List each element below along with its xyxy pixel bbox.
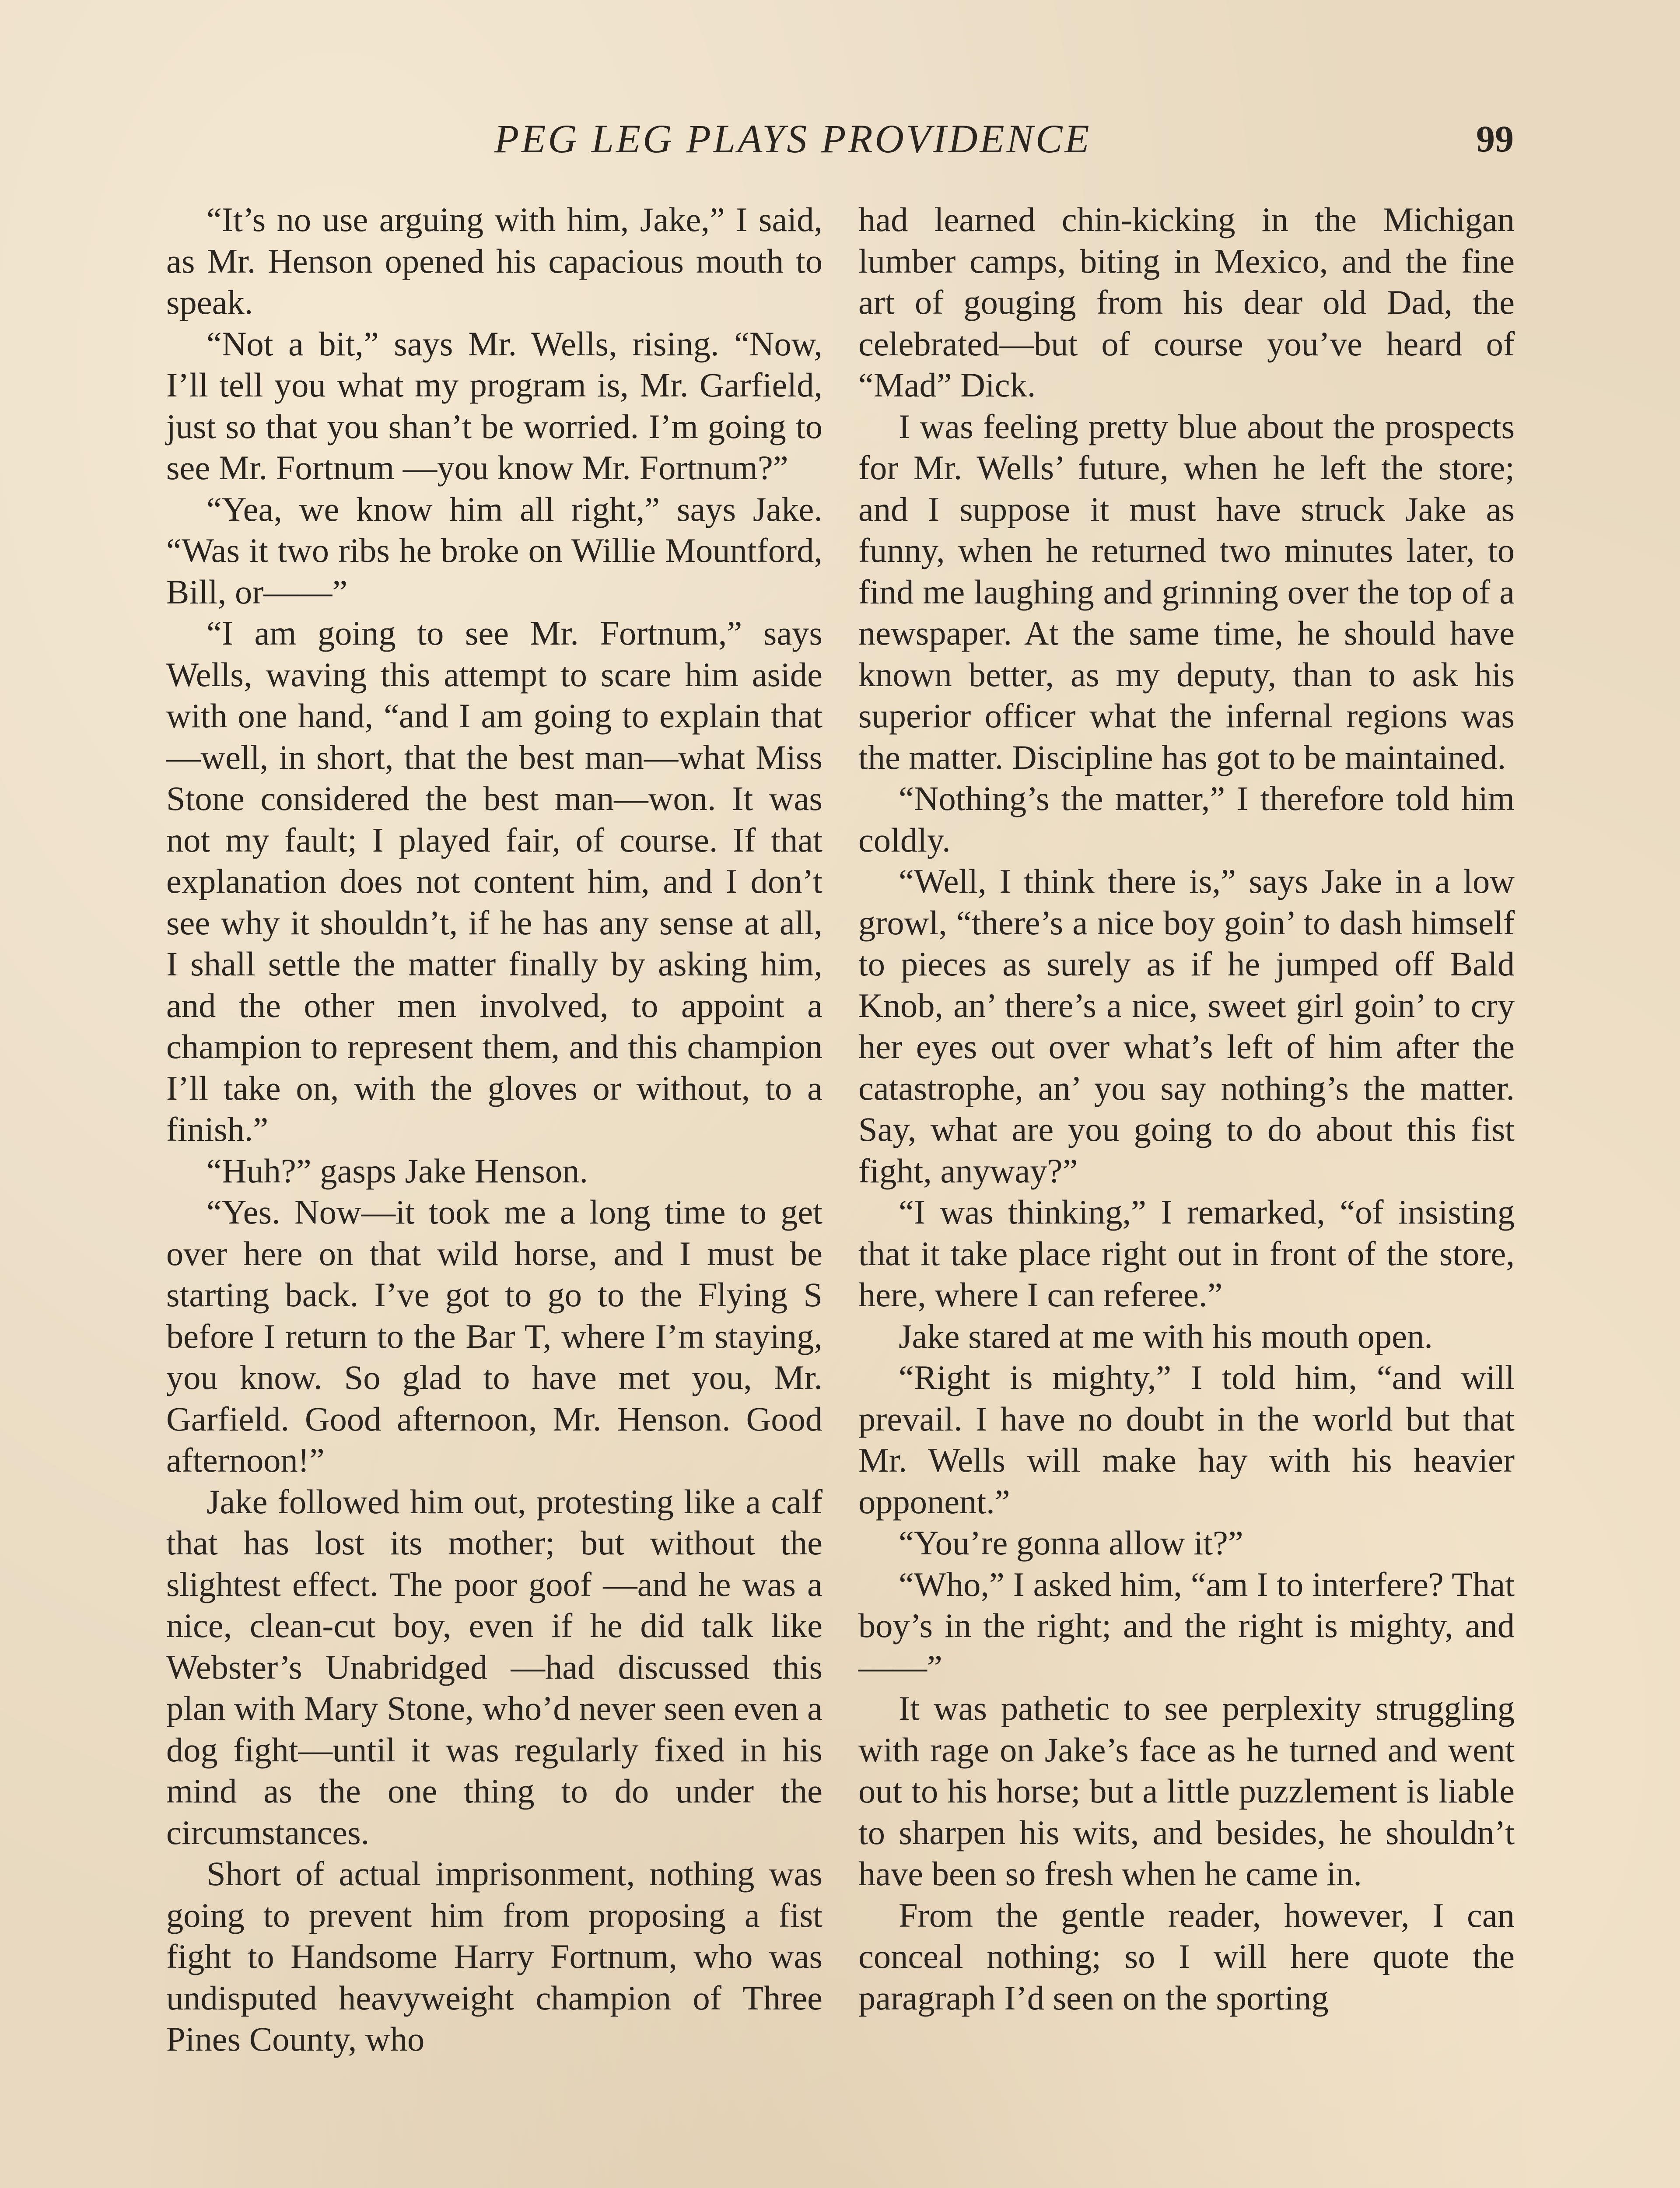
paragraph: Jake stared at me with his mouth open. bbox=[899, 1317, 1433, 1355]
left-column bbox=[166, 199, 822, 2060]
paragraph: “You’re gonna allow it?” bbox=[899, 1524, 1243, 1562]
paragraph: “Nothing’s the matter,” I therefore told him coldly. bbox=[858, 779, 1515, 859]
paragraph: “I am going to see Mr. Fortnum,” says Wells, waving this attempt to scare him aside with one hand, “and I am going to explain that—well, in short, that the best man—what Miss Stone considered the best man—won. It was not my fault; I played fair, of course. If that explanation does not content him, and I don’t see why it shouldn’t, if he has any sense at all, I shall settle the matter finally by asking him, and the other men involved, to appoint a champion to represent them, and this champion I’ll take on, with the gloves or without, to a finish.” bbox=[166, 614, 822, 1148]
paragraph: “Yea, we know him all right,” says Jake. “Was it two ribs he broke on Willie Mountford, Bill, or——” bbox=[166, 490, 822, 611]
paragraph: “It’s no use arguing with him, Jake,” I said, as Mr. Henson opened his capacious mouth to speak. bbox=[166, 200, 822, 321]
paragraph-continuation: had learned chin-kicking in the Michigan lumber camps, biting in Mexico, and the fine art of gouging from his dear old Dad, the celebrated—but of course you’ve heard of “Mad” Dick. bbox=[858, 200, 1515, 404]
paragraph: “Well, I think there is,” says Jake in a low growl, “there’s a nice boy goin’ to dash himself to pieces as surely as if he jumped off Bald Knob, an’ there’s a nice, sweet girl goin’ to cry her eyes out over what’s left of him after the catastrophe, an’ you say nothing’s the matter. Say, what are you going to do about this fist fight, anyway?” bbox=[858, 862, 1515, 1190]
running-head bbox=[0, 115, 1680, 163]
paragraph: “Yes. Now—it took me a long time to get over here on that wild horse, and I must be starting back. I’ve got to go to the Flying S before I return to the Bar T, where I’m staying, you know. So glad to have met you, Mr. Garfield. Good afternoon, Mr. Henson. Good afternoon!” bbox=[166, 1193, 822, 1479]
page-number: 99 bbox=[1476, 118, 1514, 160]
paragraph: It was pathetic to see perplexity struggling with rage on Jake’s face as he turned and went out to his horse; but a little puzzlement is liable to sharpen his wits, and besides, he shouldn’t have been so fresh when he came in. bbox=[858, 1689, 1515, 1893]
paragraph: Jake followed him out, protesting like a calf that has lost its mother; but without the slightest effect. The poor goof —and he was a nice, clean-cut boy, even if he did talk like Webster’s Unabridged —had discussed this plan with Mary Stone, who’d never seen even a dog fight—until it was regularly fixed in his mind as the one thing to do under the circumstances. bbox=[166, 1482, 822, 1851]
paragraph: “Right is mighty,” I told him, “and will prevail. I have no doubt in the world but that Mr. Wells will make hay with his heavier opponent.” bbox=[858, 1358, 1515, 1521]
paragraph: I was feeling pretty blue about the prospects for Mr. Wells’ future, when he left the store; and I suppose it must have struck Jake as funny, when he returned two minutes later, to find me laughing and grinning over the top of a newspaper. At the same time, he should have known better, as my deputy, than to ask his superior officer what the infernal regions was the matter. Discipline has got to be maintained. bbox=[858, 407, 1515, 776]
running-title: PEG LEG PLAYS PROVIDENCE bbox=[494, 116, 1092, 161]
paragraph: Short of actual imprisonment, nothing was going to prevent him from proposing a fist fight to Handsome Harry Fortnum, who was undisputed heavyweight champion of Three Pines County, who bbox=[166, 1855, 822, 2058]
right-column bbox=[858, 199, 1515, 2019]
paragraph: “Huh?” gasps Jake Henson. bbox=[206, 1151, 588, 1190]
paragraph: “I was thinking,” I remarked, “of insisting that it take place right out in front of the store, here, where I can referee.” bbox=[858, 1193, 1515, 1314]
paragraph: From the gentle reader, however, I can conceal nothing; so I will here quote the paragraph I’d seen on the sporting bbox=[858, 1896, 1515, 2017]
paragraph: “Who,” I asked him, “am I to interfere? That boy’s in the right; and the right is mighty, and——” bbox=[858, 1565, 1515, 1686]
paragraph: “Not a bit,” says Mr. Wells, rising. “Now, I’ll tell you what my program is, Mr. Garfield, just so that you shan’t be worried. I’m going to see Mr. Fortnum —you know Mr. Fortnum?” bbox=[166, 324, 822, 487]
